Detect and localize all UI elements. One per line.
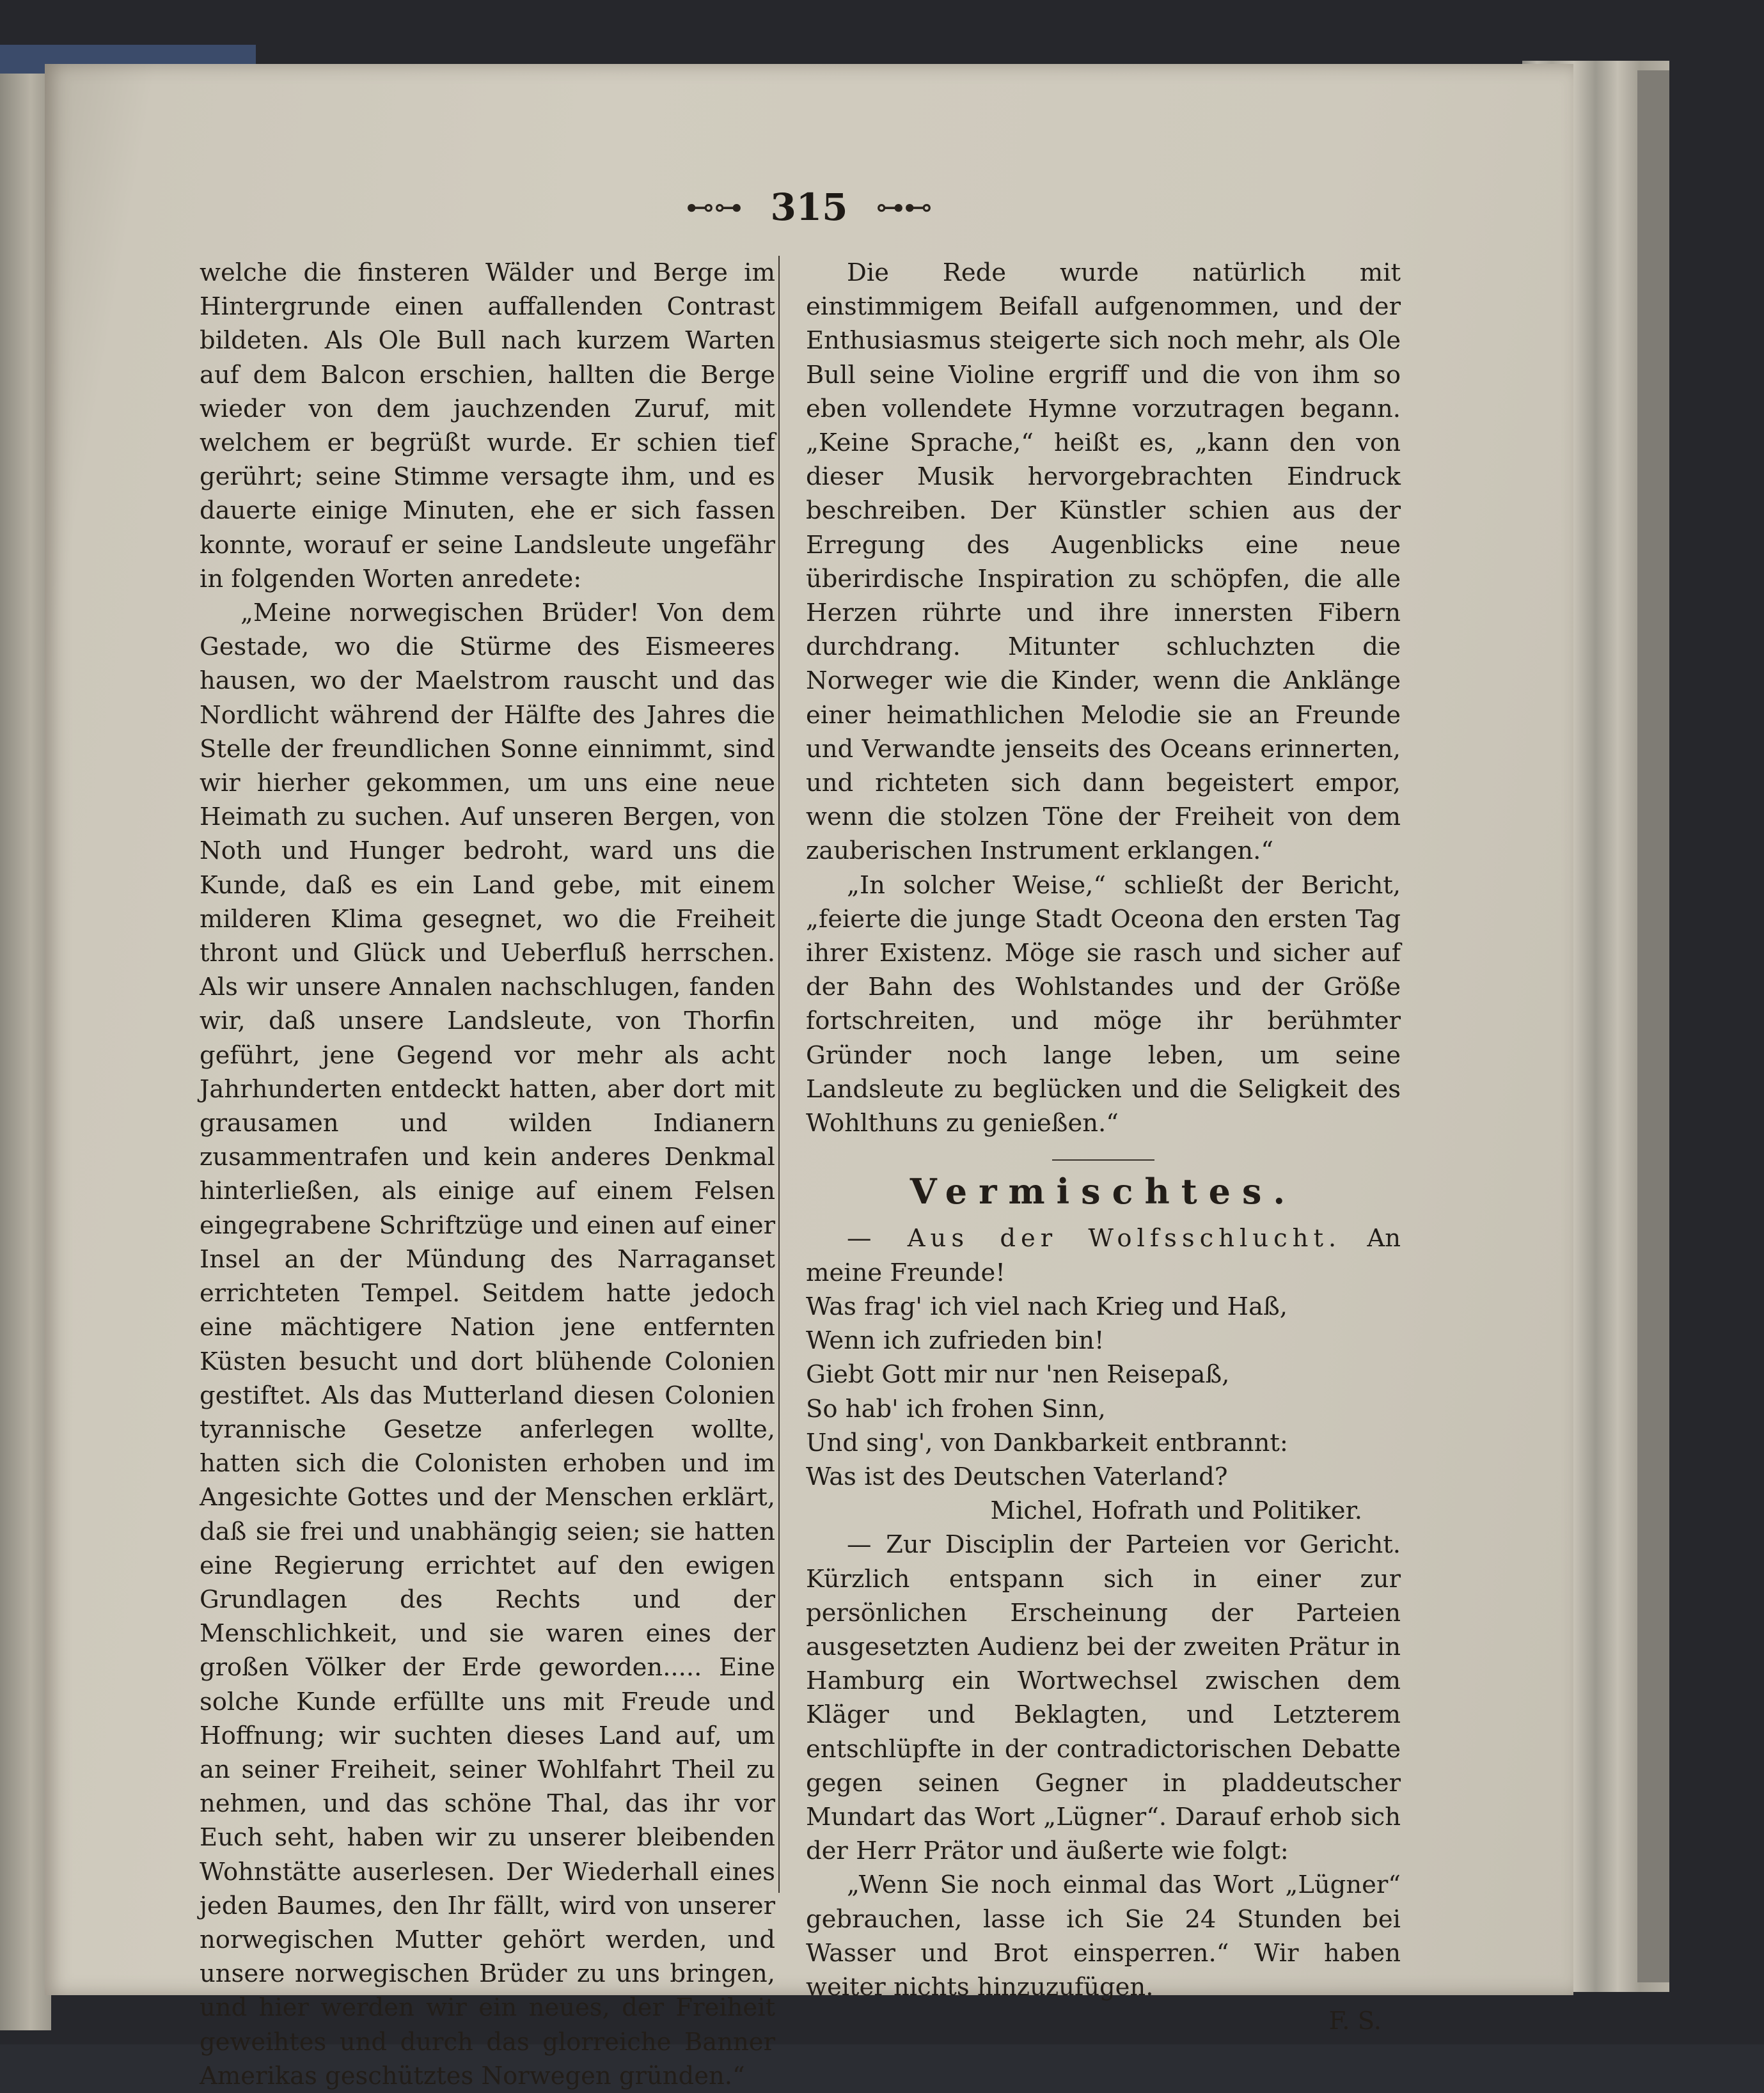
left-paragraph-1: welche die finsteren Wälder und Berge im Hintergrunde einen auffallenden Contrast bildeten. Als Ole Bull nach kurzem Warten auf dem Balcon erschien, hallten die Berge wieder von dem jauchzenden Zuruf, mit welchem er begrüßt wurde. Er schien tief gerührt; seine Stimme versagte ihm, und es dauerte einige Minuten, ehe er sich fassen konnte, worauf er seine Landsleute ungefähr in folgenden Worten anredete:: [200, 258, 775, 593]
poem-signature: Michel, Hofrath und Politiker.: [990, 1496, 1362, 1526]
ornament-right-icon: ⊶⊷: [876, 191, 933, 224]
right-paragraph-1: Die Rede wurde natürlich mit einstimmigem Beifall aufgenommen, und der Enthusiasmus steigerte sich noch mehr, als Ole Bull seine Violine ergriff und die von ihm so eben vollendete Hymne vorzutragen begann. „Keine Sprache,“ heißt es, „kann den von dieser Musik hervorgebrachten Eindruck beschreiben. Der Künstler schien aus der Erregung des Augenblicks eine neue überirdische Inspiration zu schöpfen, die alle Herzen rührte und ihre innersten Fibern durchdrang. Mitunter schluchzten die Norweger wie die Kinder, wenn die Anklänge einer heimathlichen Melodie sie an Freunde und Verwandte jenseits des Oceans erinnerten, und richteten sich dann begeistert empor, wenn die stolzen Töne der Freiheit von dem zauberischen Instrument erklangen.“: [806, 258, 1401, 866]
item-2-paragraph-2: „Wenn Sie noch einmal das Wort „Lügner“ gebrauchen, lasse ich Sie 24 Stunden bei Wasser und Brot einsperren.“ Wir haben weiter nichts hinzuzufügen.: [806, 1870, 1401, 2002]
page-number: 315: [770, 185, 848, 229]
page-header: [45, 185, 1573, 243]
item-2-signature: F. S.: [1328, 2007, 1382, 2036]
item-2-paragraph-1: — Zur Disciplin der Parteien vor Gericht. Kürzlich entspann sich in einer zur persönlichen Erscheinung der Parteien ausgesetzten Audienz bei der zweiten Prätur in Hamburg ein Wortwechsel zwischen dem Kläger und Beklagten, und Letzterem entschlüpfte in der contradictorischen Debatte gegen seinen Gegner in pladdeutscher Mundart das Wort „Lügner“. Darauf erhob sich der Herr Prätor und äußerte wie folgt:: [806, 1530, 1401, 1866]
poem-line: Giebt Gott mir nur 'nen Reisepaß,: [806, 1360, 1230, 1390]
poem-line: Was frag' ich viel nach Krieg und Haß,: [806, 1292, 1288, 1321]
ornament-left-icon: ⊷⊶: [686, 191, 743, 224]
left-column: [200, 256, 775, 2093]
section-divider: [1052, 1159, 1154, 1161]
column-divider: [778, 256, 780, 1893]
book-cover-edge: [1637, 70, 1669, 1982]
facing-page-edge: [0, 74, 51, 2030]
section-title: Vermischtes.: [910, 1171, 1297, 1212]
item-1-lead-rest: An meine Freunde!: [806, 1224, 1401, 1287]
poem-line: Und sing', von Dankbarkeit entbrannt:: [806, 1428, 1288, 1457]
poem: [806, 1290, 1401, 1494]
item-1-lead: — Aus der Wolfsschlucht.: [847, 1224, 1342, 1253]
poem-line: Wenn ich zufrieden bin!: [806, 1326, 1105, 1356]
poem-line: Was ist des Deutschen Vaterland?: [806, 1462, 1228, 1491]
poem-line: So hab' ich frohen Sinn,: [806, 1394, 1106, 1423]
left-paragraph-2: „Meine norwegischen Brüder! Von dem Gestade, wo die Stürme des Eismeeres hausen, wo der Maelstrom rauscht und das Nordlicht während der Hälfte des Jahres die Stelle der freundlichen Sonne einnimmt, sind wir hierher gekommen, um uns eine neue Heimath zu suchen. Auf unseren Bergen, von Noth und Hunger bedroht, ward uns die Kunde, daß es ein Land gebe, mit einem milderen Klima gesegnet, wo die Freiheit thront und Glück und Ueberfluß herrschen. Als wir unsere Annalen nachschlugen, fanden wir, daß unsere Landsleute, von Thorfin geführt, jene Gegend vor mehr als acht Jahrhunderten entdeckt hatten, aber dort mit grausamen und wilden Indianern zusammentrafen und kein anderes Denkmal hinterließen, als einige auf einem Felsen eingegrabene Schriftzüge und einen auf einer Insel an der Mündung des Narraganset errichteten Tempel. Seitdem hatte jedoch eine mächtigere Nation jene entfernten Küsten besucht und dort blühende Colonien gestiftet. Als das Mutterland diesen Colonien tyrannische Gesetze anferlegen wollte, hatten sich die Colonisten erhoben und im Angesichte Gottes und der Menschen erklärt, daß sie frei und unabhängig seien; sie hatten eine Regierung errichtet auf den ewigen Grundlagen des Rechts und der Menschlichkeit, und sie waren eines der großen Völker der Erde geworden..... Eine solche Kunde erfüllte uns mit Freude und Hoffnung; wir suchten dieses Land auf, um an seiner Freiheit, seiner Wohlfahrt Theil zu nehmen, und das schöne Thal, das ihr vor Euch seht, haben wir zu unserer bleibenden Wohnstätte auserlesen. Der Wiederhall eines jeden Baumes, den Ihr fällt, wird von unserer norwegischen Mutter gehört werden, und unsere norwegischen Brüder zu uns bringen, und hier werden wir ein neues, der Freiheit geweihtes und durch das glorreiche Banner Amerikas geschütztes Norwegen gründen.“: [200, 599, 775, 2090]
book-page: [45, 64, 1573, 2090]
right-paragraph-2: „In solcher Weise,“ schließt der Bericht, „feierte die junge Stadt Oceona den ersten Tag ihrer Existenz. Möge sie rasch und sicher auf der Bahn des Wohlstandes und der Größe fortschreiten, und möge ihr berühmter Gründer noch lange leben, um seine Landsleute zu beglücken und die Seligkeit des Wohlthuns zu genießen.“: [806, 870, 1401, 1138]
item-1-heading: [806, 1221, 1401, 1289]
right-column: [806, 256, 1401, 2038]
